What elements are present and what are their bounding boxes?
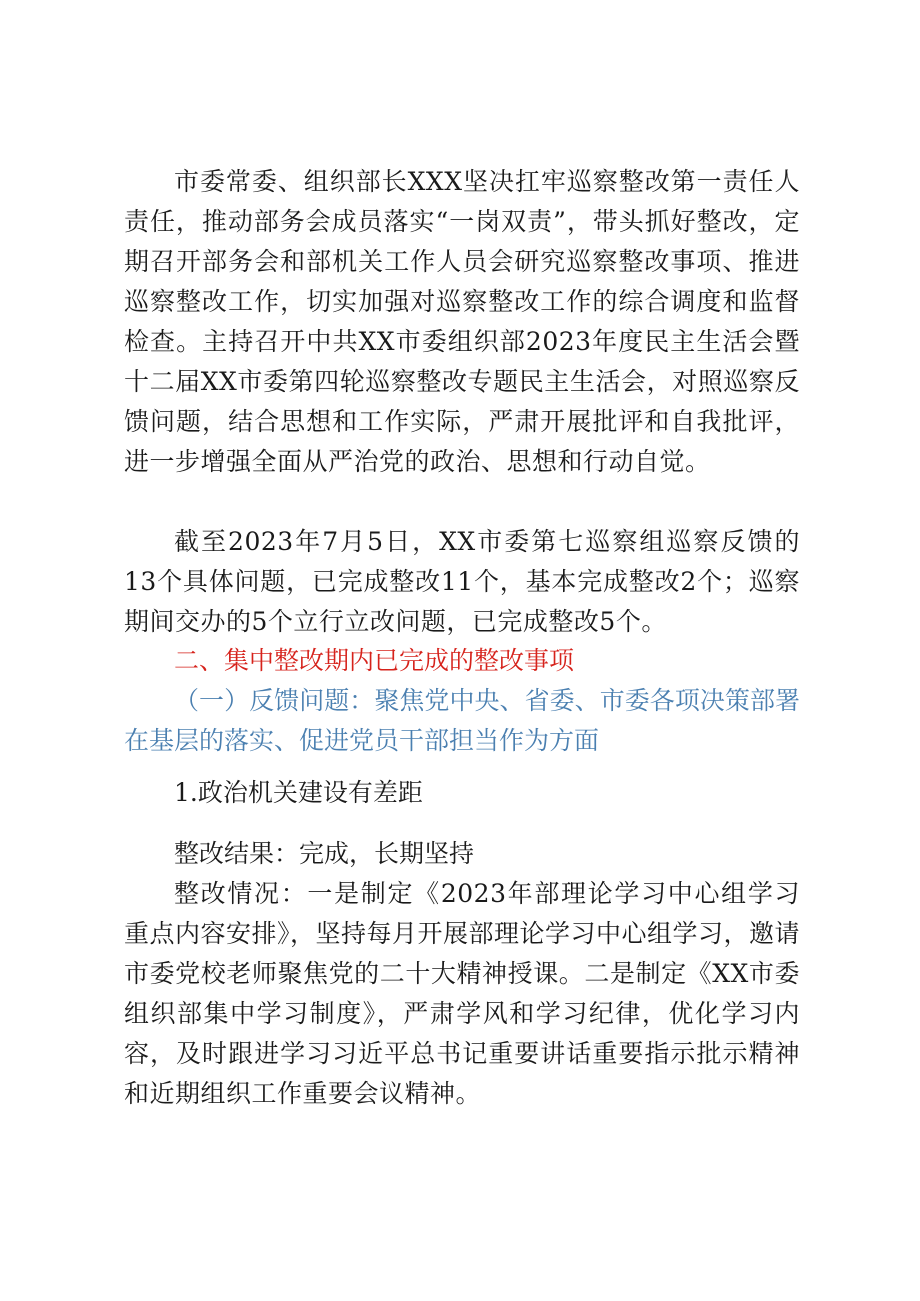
paragraph-progress: 截至2023年7月5日，XX市委第七巡察组巡察反馈的13个具体问题，已完成整改11个，基本完成整改2个；巡察期间交办的5个立行立改问题，已完成整改5个。: [124, 527, 800, 636]
section-heading: 二、集中整改期内已完成的整改事项: [174, 646, 575, 675]
paragraph-leadership: 市委常委、组织部长XXX坚决扛牢巡察整改第一责任人责任，推动部务会成员落实“一岗双责”，带头抓好整改，定期召开部务会和部机关工作人员会研究巡察整改事项、推进巡察整改工作，切实加强对巡察整改工作的综合调度和监督检查。主持召开中共XX市委组织部2023年度民主生活会暨十二届XX市委第四轮巡察整改专题民主生活会，对照巡察反馈问题，结合思想和工作实际，严肃开展批评和自我批评，进一步增强全面从严治党的政治、思想和行动自觉。: [124, 167, 800, 476]
rectification-result: 整改结果：完成，长期坚持: [174, 839, 475, 868]
item-title: 1.政治机关建设有差距: [174, 778, 423, 807]
subsection-heading: （一）反馈问题：聚焦党中央、省委、市委各项决策部署在基层的落实、促进党员干部担当作为方面: [124, 686, 800, 755]
rectification-situation: 整改情况：一是制定《2023年部理论学习中心组学习重点内容安排》，坚持每月开展部理论学习中心组学习，邀请市委党校老师聚焦党的二十大精神授课。二是制定《XX市委组织部集中学习制度》，严肃学风和学习纪律，优化学习内容，及时跟进学习习近平总书记重要讲话重要指示批示精神和近期组织工作重要会议精神。: [124, 879, 801, 1108]
